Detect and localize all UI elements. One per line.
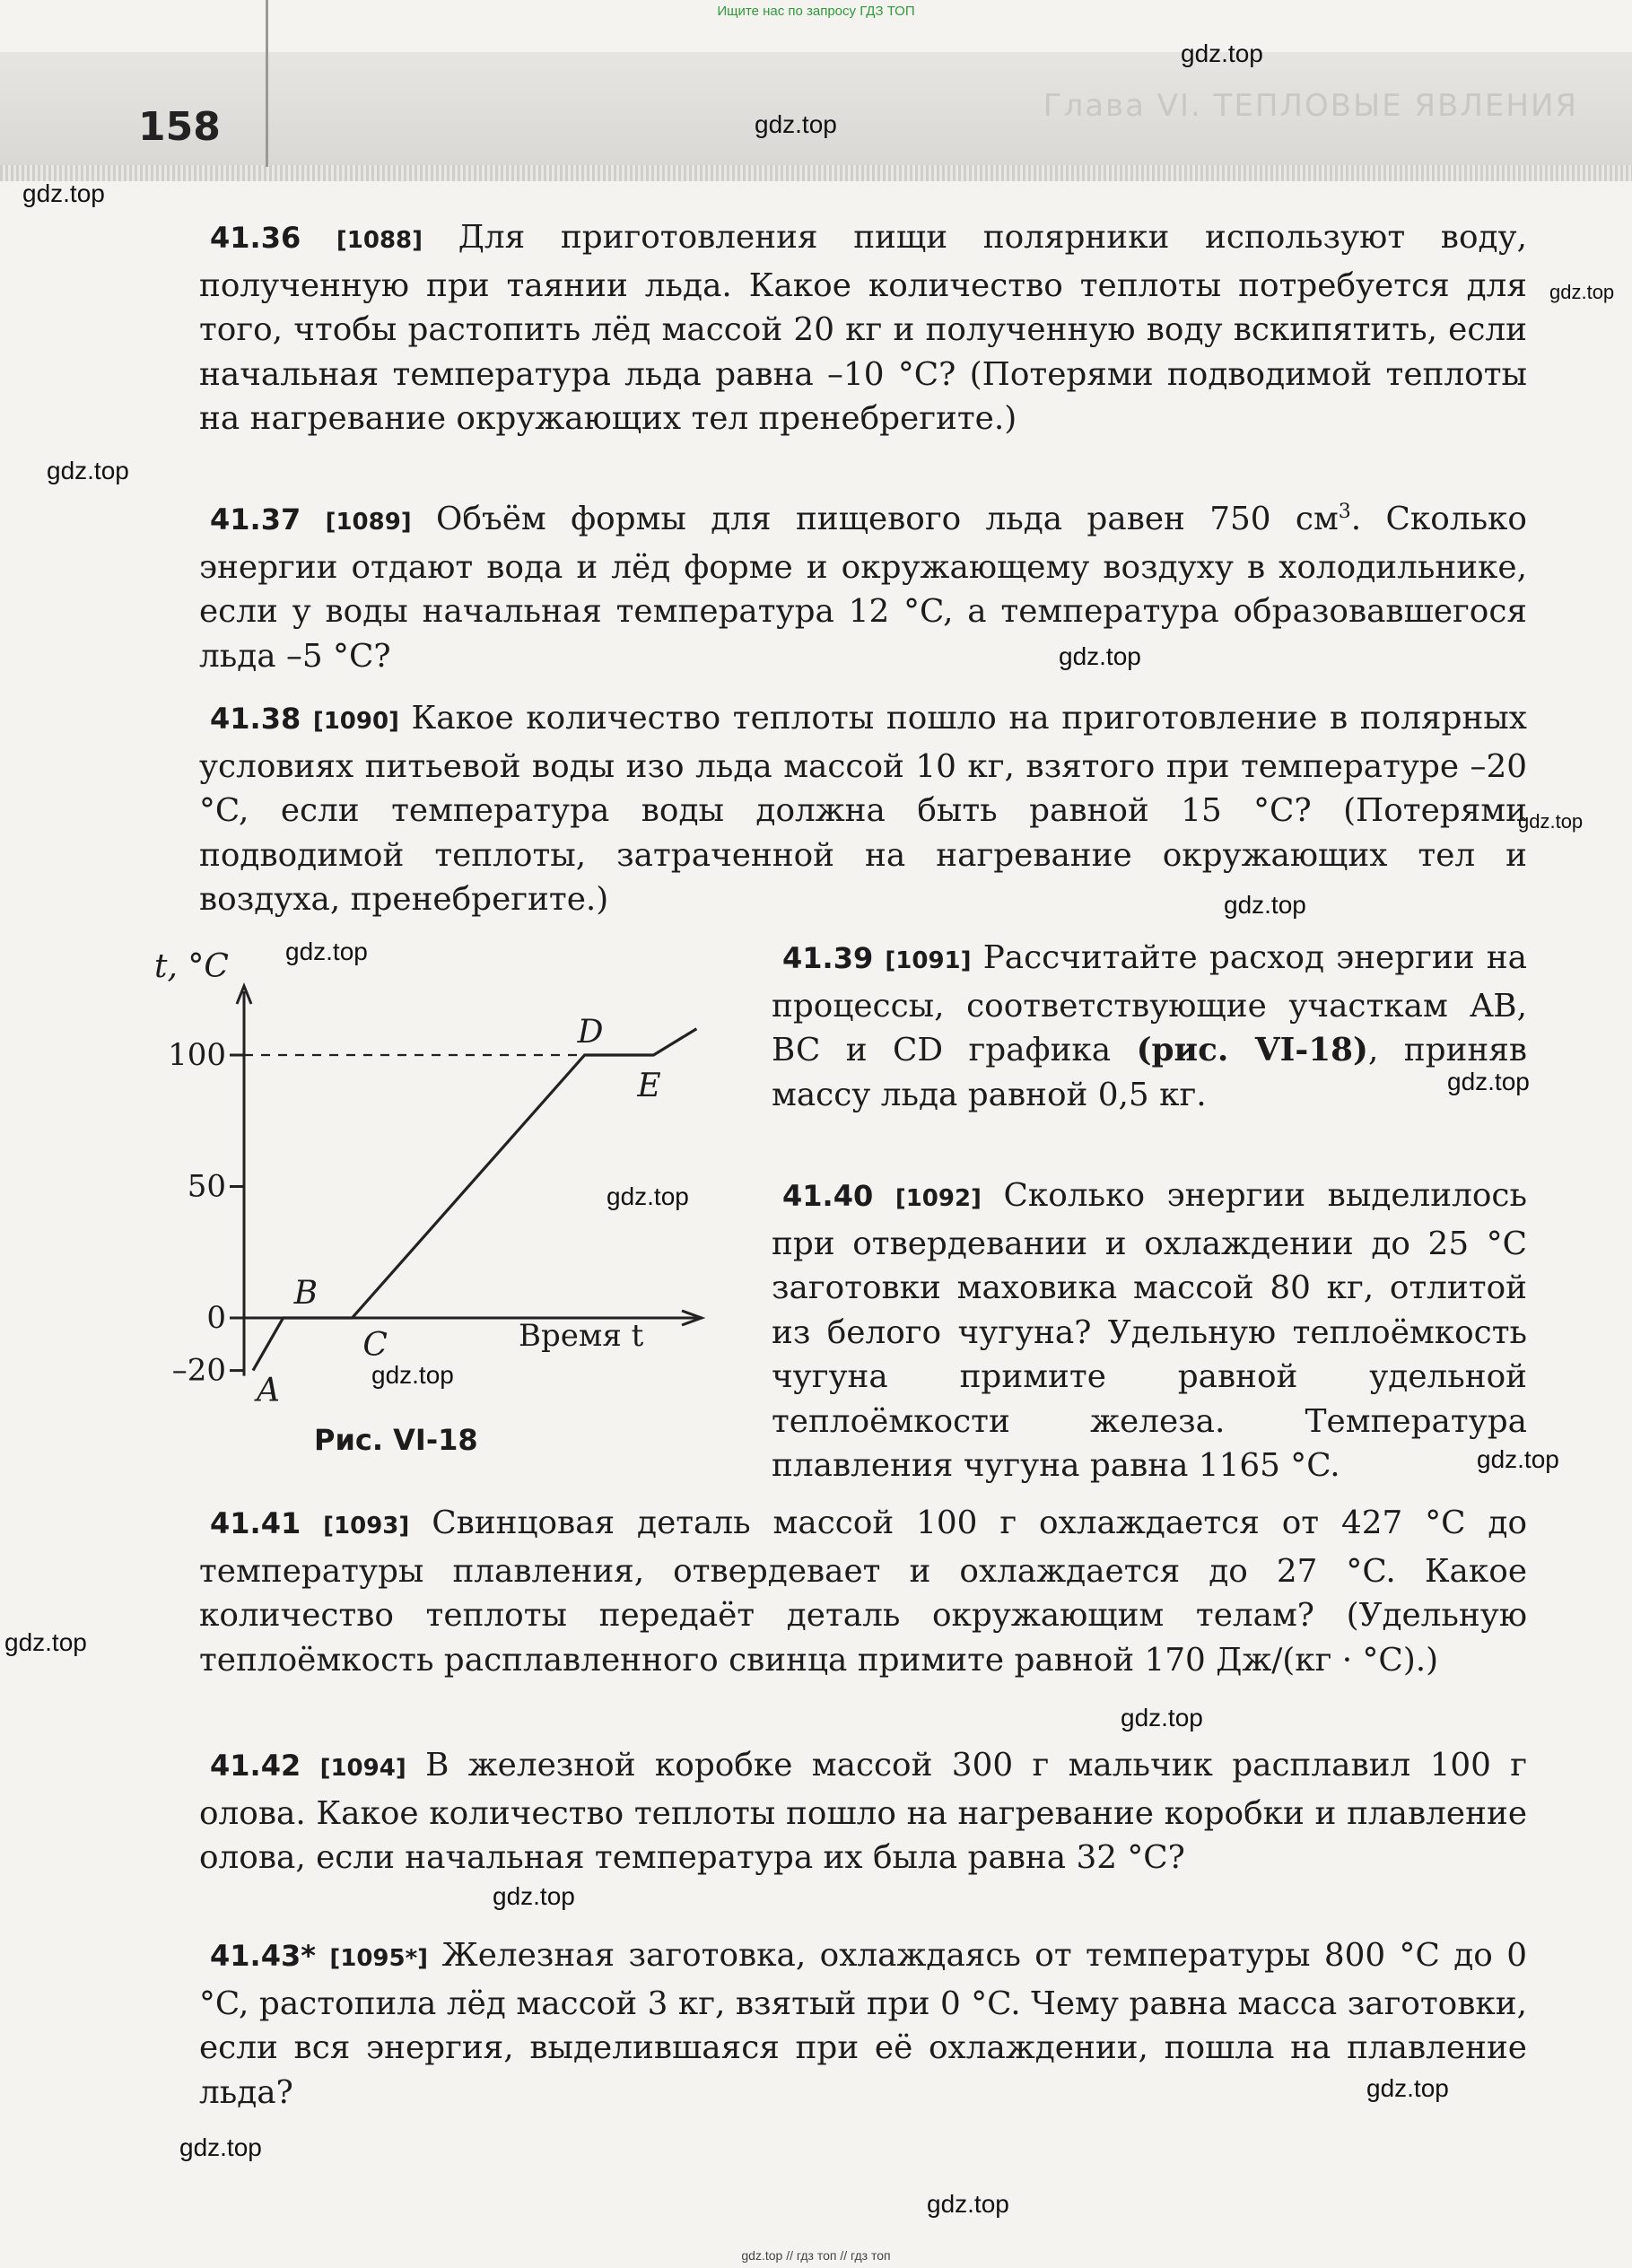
problem-number: 41.40 bbox=[782, 1179, 874, 1213]
problem-ref: [1095*] bbox=[329, 1945, 429, 1972]
problem-ref: [1092] bbox=[895, 1185, 982, 1212]
problem-text: Объём формы для пищевого льда равен 750 см bbox=[436, 501, 1339, 537]
watermark: gdz.top bbox=[1477, 1445, 1559, 1473]
x-axis-label: Время t bbox=[519, 1318, 644, 1354]
problem-ref: [1094] bbox=[319, 1755, 406, 1782]
watermark: gdz.top bbox=[607, 1182, 689, 1210]
problem-number: 41.41 bbox=[210, 1506, 301, 1540]
problem-41-39 bbox=[772, 936, 1527, 1117]
problem-text: Железная заготовка, охлаждаясь от температуры 800 °C до 0 °C, растопила лёд массой 3 кг, взятый при 0 °C. Чему равна масса заготовки, если вся энергия, выделившаяся при её охлаждении, пошла на плавление льда? bbox=[199, 1937, 1527, 2111]
header-rule bbox=[0, 165, 1632, 181]
problem-ref: [1090] bbox=[312, 708, 399, 735]
problem-41-37 bbox=[199, 497, 1527, 678]
problem-41-40 bbox=[772, 1173, 1527, 1488]
watermark: gdz.top bbox=[927, 2190, 1009, 2218]
watermark: gdz.top bbox=[493, 1882, 575, 1910]
y-tick-label: –20 bbox=[171, 1352, 226, 1389]
problem-number: 41.37 bbox=[210, 502, 301, 536]
point-label-a: A bbox=[257, 1372, 280, 1409]
problem-text: , приняв массу льда равной 0,5 кг. bbox=[772, 1032, 1527, 1113]
y-tick-label: 50 bbox=[187, 1168, 226, 1205]
chapter-title: Глава VI. ТЕПЛОВЫЕ ЯВЛЕНИЯ bbox=[1043, 88, 1578, 124]
watermark: gdz.top bbox=[1224, 891, 1306, 919]
top-note: Ищите нас по запросу ГДЗ ТОП bbox=[717, 4, 915, 19]
watermark: gdz.top bbox=[47, 457, 129, 484]
temperature-time-chart bbox=[144, 938, 772, 1413]
point-label-b: B bbox=[293, 1275, 319, 1312]
problem-number: 41.38 bbox=[210, 702, 301, 736]
problem-text: Какое количество теплоты пошло на приготовление в полярных условиях питьевой воды изо льда массой 10 кг, взятого при температуре –20 °C, если температура воды должна быть равной 15 °C? (Потерями подводимой теплоты, затраченной на нагревание окружающих тел и воздуха, пренебрегите.) bbox=[199, 700, 1527, 918]
problem-ref: [1091] bbox=[885, 947, 972, 974]
figure-caption: Рис. VI-18 bbox=[314, 1423, 478, 1457]
problem-41-43 bbox=[199, 1933, 1527, 2115]
problem-text: Для приготовления пищи полярники используют воду, полученную при таянии льда. Какое количество теплоты потребуется для того, чтобы растопить лёд массой 20 кг и полученную воду вскипятить, если начальная температура льда равна –10 °C? (Потерями подводимой теплоты на нагревание окружающих тел пренебрегите.) bbox=[199, 219, 1527, 437]
y-tick-label: 100 bbox=[168, 1037, 226, 1073]
bottom-note: gdz.top // гдз топ // гдз топ bbox=[741, 2248, 891, 2263]
watermark: gdz.top bbox=[4, 1628, 87, 1656]
problem-number: 41.39 bbox=[782, 941, 874, 975]
problem-text: Сколько энергии выделилось при отвердевании и охлаждении до 25 °C заготовки маховика массой 80 кг, отлитой из белого чугуна? Удельную теплоёмкость чугуна примите равной удельной теплоёмкости железа. Температура плавления чугуна равна 1165 °C. bbox=[772, 1177, 1527, 1484]
superscript: 3 bbox=[1338, 501, 1351, 524]
point-label-c: C bbox=[362, 1327, 388, 1364]
watermark: gdz.top bbox=[1366, 2074, 1449, 2102]
y-tick-label: 0 bbox=[206, 1300, 226, 1336]
problem-41-36 bbox=[199, 215, 1527, 441]
problem-text: В железной коробке массой 300 г мальчик расплавил 100 г олова. Какое количество теплоты пошло на нагревание коробки и плавление олова, если начальная температура их была равна 32 °C? bbox=[199, 1747, 1527, 1876]
point-label-e: E bbox=[637, 1068, 661, 1104]
problem-ref: [1088] bbox=[336, 227, 423, 254]
problem-ref: [1089] bbox=[325, 509, 412, 536]
problem-ref: [1093] bbox=[323, 1513, 410, 1540]
watermark: gdz.top bbox=[22, 179, 105, 207]
problem-41-38 bbox=[199, 696, 1527, 922]
problem-41-42 bbox=[199, 1743, 1527, 1880]
problem-number: 41.36 bbox=[210, 221, 301, 255]
y-axis-label: t, °C bbox=[154, 948, 229, 985]
figure-ref: (рис. VI-18) bbox=[1136, 1031, 1368, 1069]
problem-text: Рассчитайте расход энергии на процессы, соответствующие участкам AB, BC и CD графика bbox=[772, 939, 1527, 1069]
point-label-d: D bbox=[577, 1014, 604, 1051]
watermark: gdz.top bbox=[1447, 1068, 1530, 1095]
watermark: gdz.top bbox=[285, 938, 368, 965]
problem-41-41 bbox=[199, 1501, 1527, 1682]
watermark: gdz.top bbox=[1059, 642, 1141, 670]
problem-number: 41.42 bbox=[210, 1749, 301, 1783]
problem-text: . Сколько энергии отдают вода и лёд форме и окружающему воздуху в холодильнике, если у воды начальная температура 12 °C, а температура образовавшегося льда –5 °C? bbox=[199, 501, 1527, 675]
watermark: gdz.top bbox=[1518, 810, 1584, 833]
page-number: 158 bbox=[138, 104, 221, 150]
watermark: gdz.top bbox=[179, 2133, 262, 2161]
watermark: gdz.top bbox=[1181, 39, 1263, 67]
problem-number: 41.43* bbox=[210, 1939, 316, 1973]
watermark: gdz.top bbox=[371, 1361, 454, 1389]
watermark: gdz.top bbox=[755, 110, 837, 138]
watermark: gdz.top bbox=[1121, 1704, 1203, 1732]
header-divider bbox=[266, 0, 268, 167]
watermark: gdz.top bbox=[1549, 281, 1615, 303]
problem-text: Свинцовая деталь массой 100 г охлаждается от 427 °C до температуры плавления, отвердевает и охлаждается до 27 °C. Какое количество теплоты передаёт деталь окружающим телам? (Удельную теплоёмкость расплавленного свинца примите равной 170 Дж/(кг · °C).) bbox=[199, 1505, 1527, 1679]
